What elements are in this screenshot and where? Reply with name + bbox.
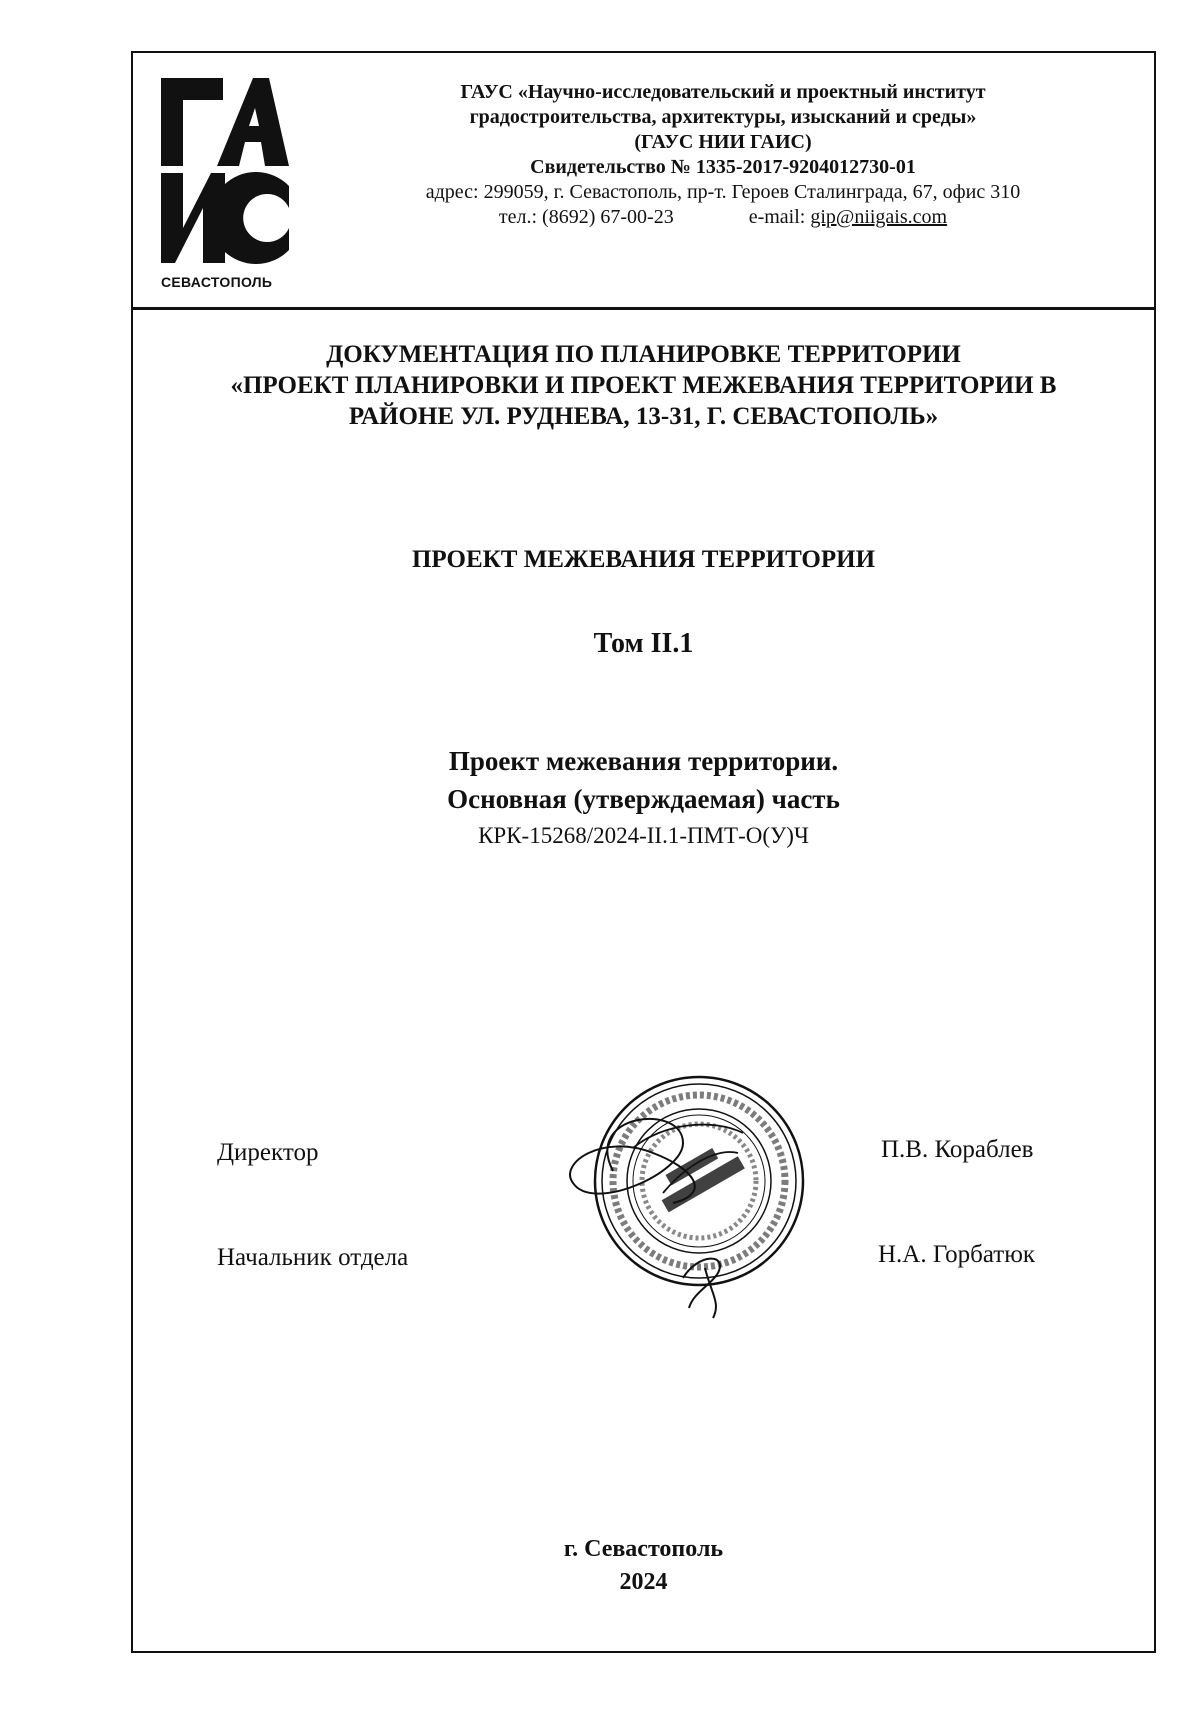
part-title-line1: Проект межевания территории. [448, 746, 839, 776]
email-label: e-mail: [748, 206, 806, 228]
section-title: ПРОЕКТ МЕЖЕВАНИЯ ТЕРРИТОРИИ [411, 546, 876, 573]
organization-short-name: (ГАУС НИИ ГАИС) [634, 131, 812, 153]
certificate-number: Свидетельство № 1335-2017-9204012730-01 [530, 156, 916, 178]
organization-header [133, 53, 1154, 310]
signatory-name-department-head: Н.А. Горбатюк [878, 1241, 1036, 1268]
organization-details [333, 80, 1113, 230]
email-link[interactable]: gip@niigais.com [810, 206, 948, 228]
organization-contacts [333, 205, 1113, 230]
title-page-frame [131, 51, 1156, 1653]
signatory-role-department-head: Начальник отдела [217, 1244, 409, 1271]
official-seal-stamp [513, 1053, 813, 1323]
part-description [133, 742, 1154, 854]
seal-and-signature-image [513, 1053, 813, 1323]
organization-name-line2: градостроительства, архитектуры, изысканий и среды» [469, 106, 977, 128]
gais-logo-mark [161, 78, 291, 268]
place-and-year [133, 1533, 1154, 1599]
organization-address: адрес: 299059, г. Севастополь, пр-т. Героев Сталинграда, 67, офис 310 [425, 181, 1021, 203]
organization-name-line1: ГАУС «Научно-исследовательский и проектный институт [460, 81, 986, 103]
signatory-role-director: Директор [217, 1139, 319, 1166]
document-title-line3: РАЙОНЕ УЛ. РУДНЕВА, 13-31, Г. СЕВАСТОПОЛЬ» [348, 403, 939, 430]
document-code: КРК-15268/2024-II.1-ПМТ-О(У)Ч [478, 823, 809, 848]
signatory-name-director: П.В. Кораблев [881, 1136, 1034, 1163]
organization-logo [161, 78, 291, 288]
document-title [133, 339, 1154, 432]
document-title-line1: ДОКУМЕНТАЦИЯ ПО ПЛАНИРОВКЕ ТЕРРИТОРИИ [326, 341, 961, 368]
organization-phone: тел.: (8692) 67-00-23 [498, 206, 674, 228]
footer-city: г. Севастополь [563, 1536, 724, 1562]
part-title-line2: Основная (утверждаемая) часть [447, 784, 840, 814]
logo-city-label: СЕВАСТОПОЛЬ [161, 274, 273, 290]
document-title-line2: «ПРОЕКТ ПЛАНИРОВКИ И ПРОЕКТ МЕЖЕВАНИЯ ТЕРРИТОРИИ В [230, 372, 1057, 399]
volume-number: Том II.1 [593, 628, 694, 659]
footer-year: 2024 [619, 1569, 668, 1595]
